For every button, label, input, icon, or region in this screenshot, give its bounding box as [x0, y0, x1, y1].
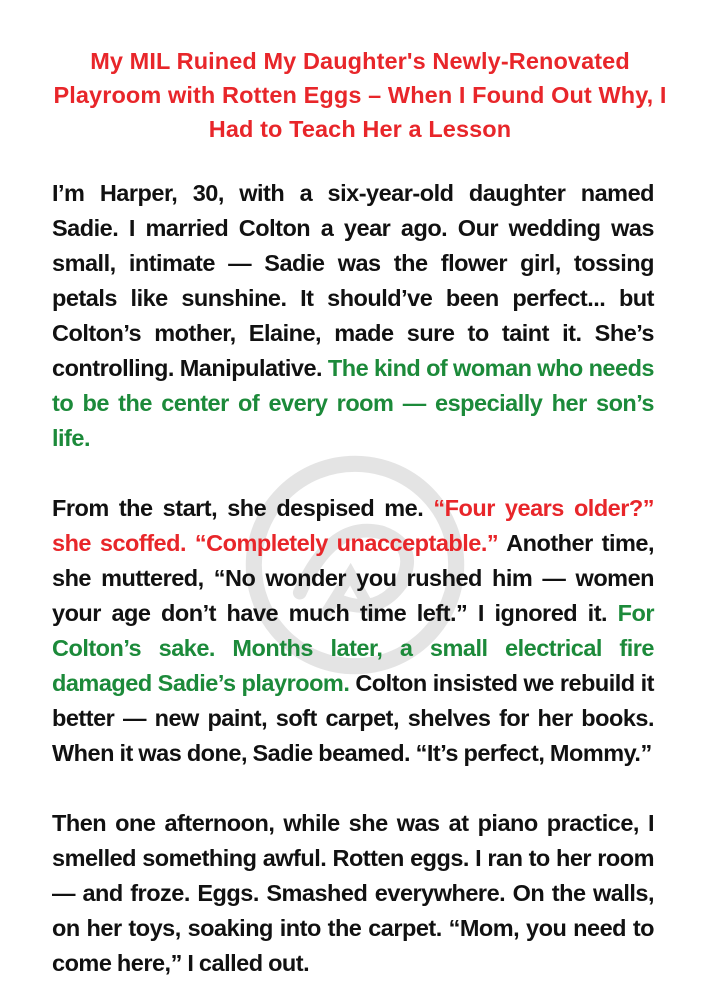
paragraph-1 — [52, 176, 654, 456]
quoted-text-segment: “Four years older?” she scoffed. “Completely unacceptable.” — [52, 495, 654, 556]
text-segment: Then one afternoon, while she was at piano practice, I smelled something awful. Rotten eggs. I ran to her room — and froze. Eggs. Smashed everywhere. On the walls, on her toys, soaking into the carpet. “Mom, you need to come here,” I called out. — [52, 810, 654, 976]
article-body — [52, 176, 654, 986]
highlighted-text-segment: For Colton’s sake. Months later, a small electrical fire damaged Sadie’s playroom. — [52, 600, 654, 696]
text-segment: I’m Harper, 30, with a six-year-old daughter named Sadie. I married Colton a year ago. Our wedding was small, intimate — Sadie was the flower girl, tossing petals like sunshine. It should’ve been perfect... but Colton’s mother, Elaine, made sure to taint it. She’s controlling. Manipulative. — [52, 180, 654, 381]
article-title: My MIL Ruined My Daughter's Newly-Renovated Playroom with Rotten Eggs – When I Found Out Why, I Had to Teach Her a Lesson — [53, 48, 667, 142]
text-segment: Another time, she muttered, “No wonder you rushed him — women your age don’t have much time left.” I ignored it. — [52, 530, 654, 626]
paragraph-2 — [52, 491, 654, 771]
text-segment: From the start, she despised me. — [52, 495, 434, 521]
highlighted-text-segment: The kind of woman who needs to be the center of every room — especially her son’s life. — [52, 355, 654, 451]
paragraph-3 — [52, 806, 654, 981]
text-segment: Colton insisted we rebuild it better — new paint, soft carpet, shelves for her books. When it was done, Sadie beamed. “It’s perfect, Mommy.” — [52, 670, 654, 766]
